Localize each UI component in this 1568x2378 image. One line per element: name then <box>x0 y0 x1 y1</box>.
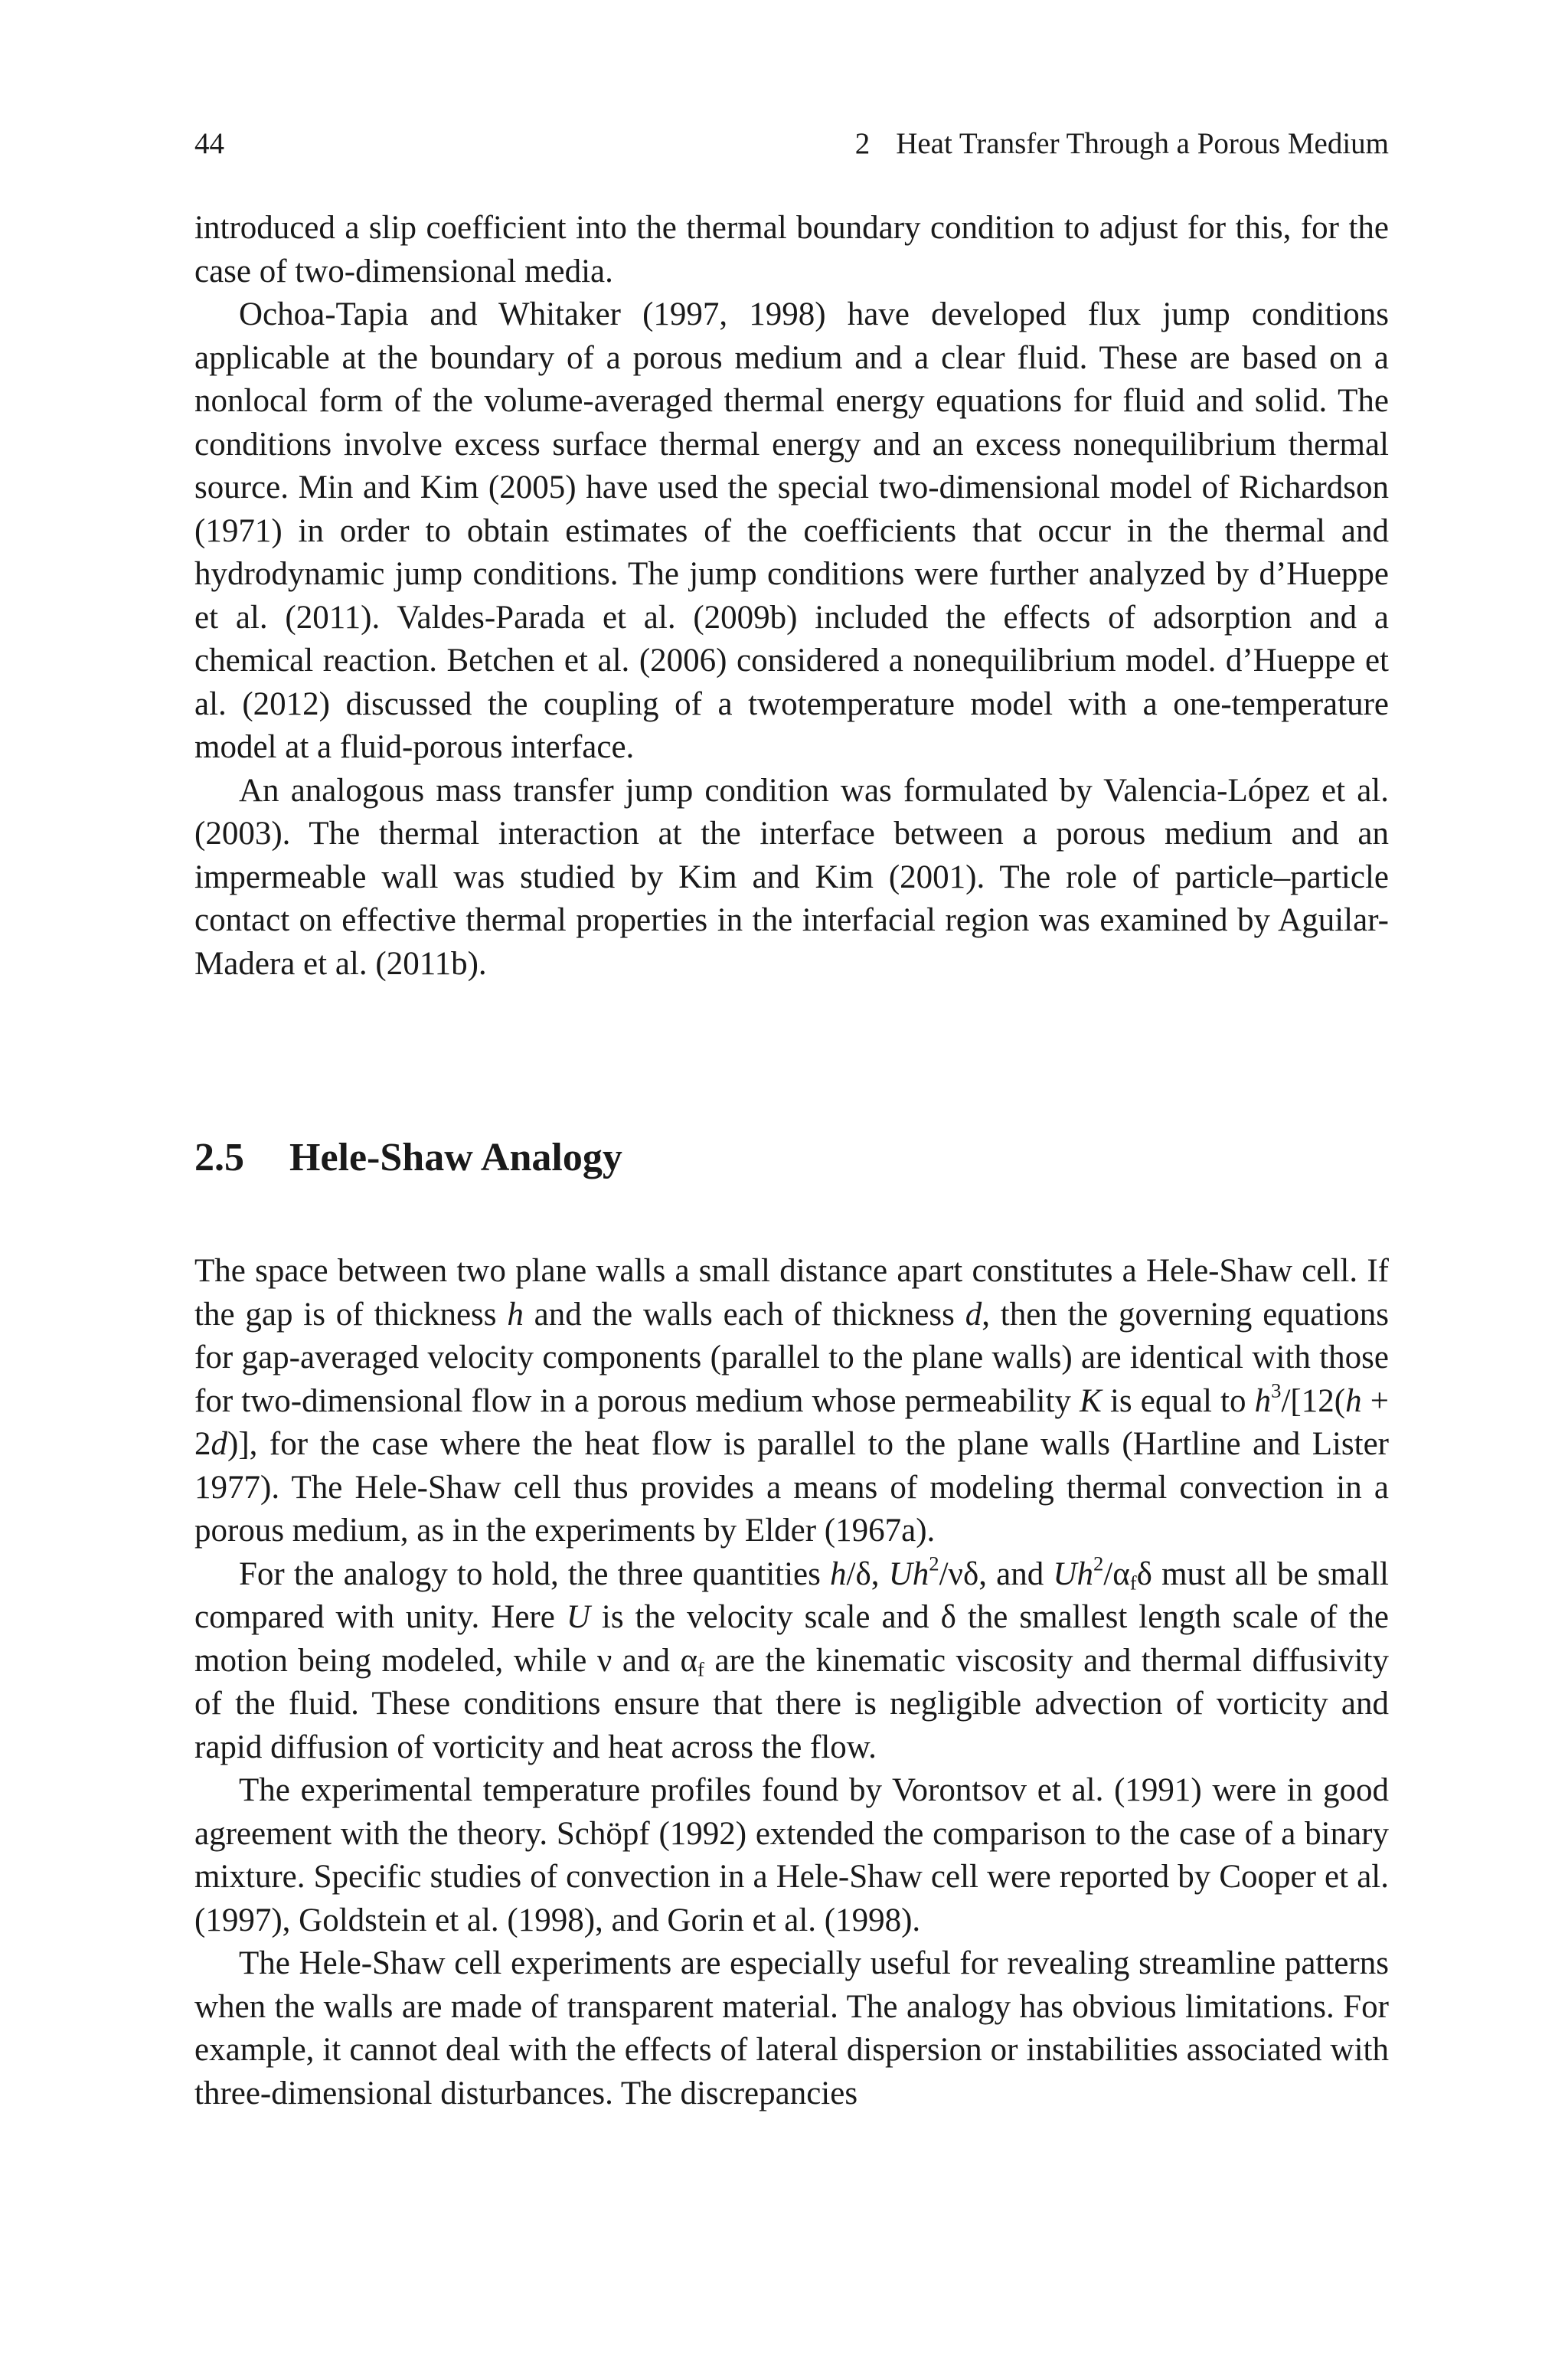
paragraph-hele-shaw-cell: The space between two plane walls a small distance apart constitutes a Hele-Shaw cell. If the gap is of thickness h and the walls each of thickness d, then the governing equations for gap-averaged velocity components (parallel to the plane walls) are identical with those for two-dimensional flow in a porous medium whose permeability K is equal to $h^3/[12(h + 2d)]$, for the case where the heat flow is parallel to the plane walls (Hartline and Lister 1977). The Hele-Shaw cell thus provides a means of modeling thermal convection in a porous medium, as in the experiments by Elder (1967a). <box>194 1253 1389 1549</box>
chapter-number: 2 <box>854 127 871 160</box>
chapter-title: Heat Transfer Through a Porous Medium <box>896 127 1389 160</box>
paragraph-mass-transfer: An analogous mass transfer jump condition was formulated by Valencia-López et al. (2003). The thermal interaction at the interface between a porous medium and an impermeable wall was studied by Kim and Kim (2001). The role of particle–particle contact on effective thermal properties in the interfacial region was examined by Aguilar-Madera et al. (2011b). <box>194 772 1389 982</box>
section-number: 2.5 <box>194 1136 244 1179</box>
paragraph-jump-conditions: Ochoa-Tapia and Whitaker (1997, 1998) have developed flux jump conditions applicable at the boundary of a porous medium and a clear fluid. These are based on a nonlocal form of the volume-averaged thermal energy equations for fluid and solid. The conditions involve excess surface thermal energy and an excess nonequilibrium thermal source. Min and Kim (2005) have used the special two-dimensional model of Richardson (1971) in order to obtain estimates of the coefficients that occur in the thermal and hydrodynamic jump conditions. The jump conditions were further analyzed by d’Hueppe et al. (2011). Valdes-Parada et al. (2009b) included the effects of adsorption and a chemical reaction. Betchen et al. (2006) considered a nonequilibrium model. d’Hueppe et al. (2012) discussed the coupling of a twotemperature model with a one-temperature model at a fluid-porous interface. <box>194 296 1389 765</box>
paragraph-continued: introduced a slip coefficient into the thermal boundary condition to adjust for this, for the case of two-dimensional media. <box>194 210 1389 289</box>
paragraph-analogy-conditions: For the analogy to hold, the three quantities h/δ, Uh$^2$/νδ, and $Uh^2/\alpha_f\delta$ must all be small compared with unity. Here U is the velocity scale and δ the smallest length scale of the motion being modeled, while ν and $\alpha_f$ are the kinematic viscosity and thermal diffusivity of the fluid. These conditions ensure that there is negligible advection of vorticity and rapid diffusion of vorticity and heat across the flow. <box>194 1551 1389 1765</box>
section-title: Hele-Shaw Analogy <box>289 1136 622 1179</box>
page <box>194 123 1389 2115</box>
page-number: 44 <box>194 127 224 160</box>
body-text <box>194 207 1389 2115</box>
running-head <box>194 123 1389 165</box>
section-heading <box>194 1133 1389 1182</box>
paragraph-experiments: The experimental temperature profiles found by Vorontsov et al. (1991) were in good agreement with the theory. Schöpf (1992) extended the comparison to the case of a binary mixture. Specific studies of convection in a Hele-Shaw cell were reported by Cooper et al. (1997), Goldstein et al. (1998), and Gorin et al. (1998). <box>194 1772 1389 1938</box>
paragraph-limitations: The Hele-Shaw cell experiments are especially useful for revealing streamline patterns when the walls are made of transparent material. The analogy has obvious limitations. For example, it cannot deal with the effects of lateral dispersion or instabilities associated with three-dimensional disturbances. The discrepancies <box>194 1945 1389 2111</box>
chapter-heading <box>855 123 1389 165</box>
